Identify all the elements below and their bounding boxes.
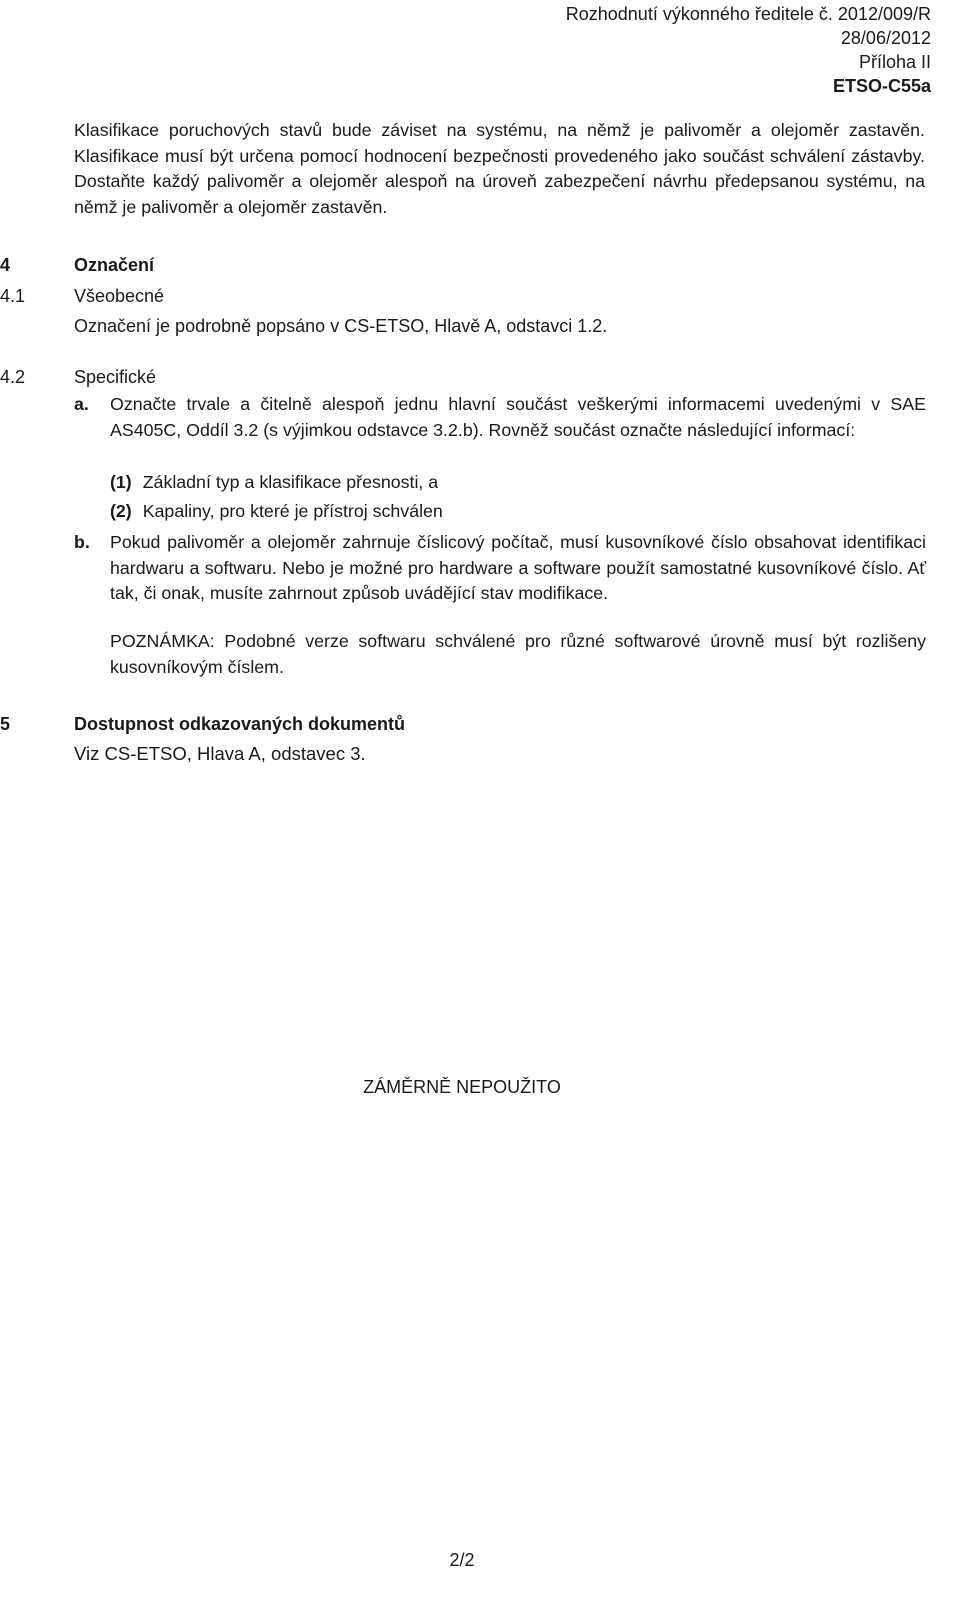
section-4-heading (0, 253, 960, 279)
subitem-2-text: Kapaliny, pro které je přístroj schválen (142, 501, 443, 521)
item-b-marker: b. (74, 532, 90, 552)
header-annex: Příloha II (858, 52, 931, 72)
section-5-heading (0, 712, 960, 738)
section-4-1-title: Všeobecné (74, 286, 165, 306)
item-a-text: Označte trvale a čitelně alespoň jednu hlavní součást veškerými informacemi uvedenými v SAE AS405C, Oddíl 3.2 (s výjimkou odstavce 3.2.b). Rovněž součást označte následující informací: (110, 394, 926, 440)
section-4-2-heading (0, 365, 960, 391)
subitem-1-marker: (1) (110, 472, 132, 492)
section-4-2-title: Specifické (74, 367, 157, 387)
item-a (74, 392, 926, 443)
document-header (566, 2, 931, 98)
item-a-marker: a. (74, 394, 89, 414)
intentionally-blank-notice: ZÁMĚRNĚ NEPOUŽITO (363, 1077, 561, 1097)
header-standard: ETSO-C55a (832, 76, 931, 96)
section-4-1-text: Označení je podrobně popsáno v CS-ETSO, Hlavě A, odstavci 1.2. (74, 316, 608, 336)
item-b-text: Pokud palivoměr a olejoměr zahrnuje číslicový počítač, musí kusovníkové číslo obsahovat identifikaci hardwaru a softwaru. Nebo je možné pro hardware a software použít samostatné kusovníkové číslo. Ať tak, či onak, musíte zahrnout způsob uvádějící stav modifikace. (110, 532, 926, 603)
section-4-number: 4 (0, 255, 11, 275)
page-number: 2/2 (449, 1550, 475, 1570)
intro-paragraph: Klasifikace poruchových stavů bude záviset na systému, na němž je palivoměr a olejoměr zastavěn. Klasifikace musí být určena pomocí hodnocení bezpečnosti provedeného jako součást schválení zástavby. Dostaňte každý palivoměr a olejoměr alespoň na úroveň zabezpečení návrhu předepsanou systému, na němž je palivoměr a olejoměr zastavěn. (74, 120, 925, 217)
header-date: 28/06/2012 (840, 28, 931, 48)
section-5-title: Dostupnost odkazovaných dokumentů (74, 714, 406, 734)
subitem-1-text: Základní typ a klasifikace přesnosti, a (142, 472, 439, 492)
section-4-title: Označení (74, 255, 155, 275)
item-b (74, 530, 926, 607)
note-paragraph: POZNÁMKA: Podobné verze softwaru schválené pro různé softwarové úrovně musí být rozlišeny kusovníkovým číslem. (110, 631, 926, 677)
section-4-2-number: 4.2 (0, 367, 26, 387)
header-decision: Rozhodnutí výkonného ředitele č. 2012/009/R (565, 4, 931, 24)
section-4-1-number: 4.1 (0, 286, 26, 306)
subitem-2-marker: (2) (110, 501, 132, 521)
section-4-1-heading (0, 284, 960, 310)
section-5-number: 5 (0, 714, 11, 734)
section-5-text: Viz CS-ETSO, Hlava A, odstavec 3. (74, 743, 366, 764)
subitem-1 (110, 470, 438, 495)
subitem-2 (110, 499, 443, 524)
